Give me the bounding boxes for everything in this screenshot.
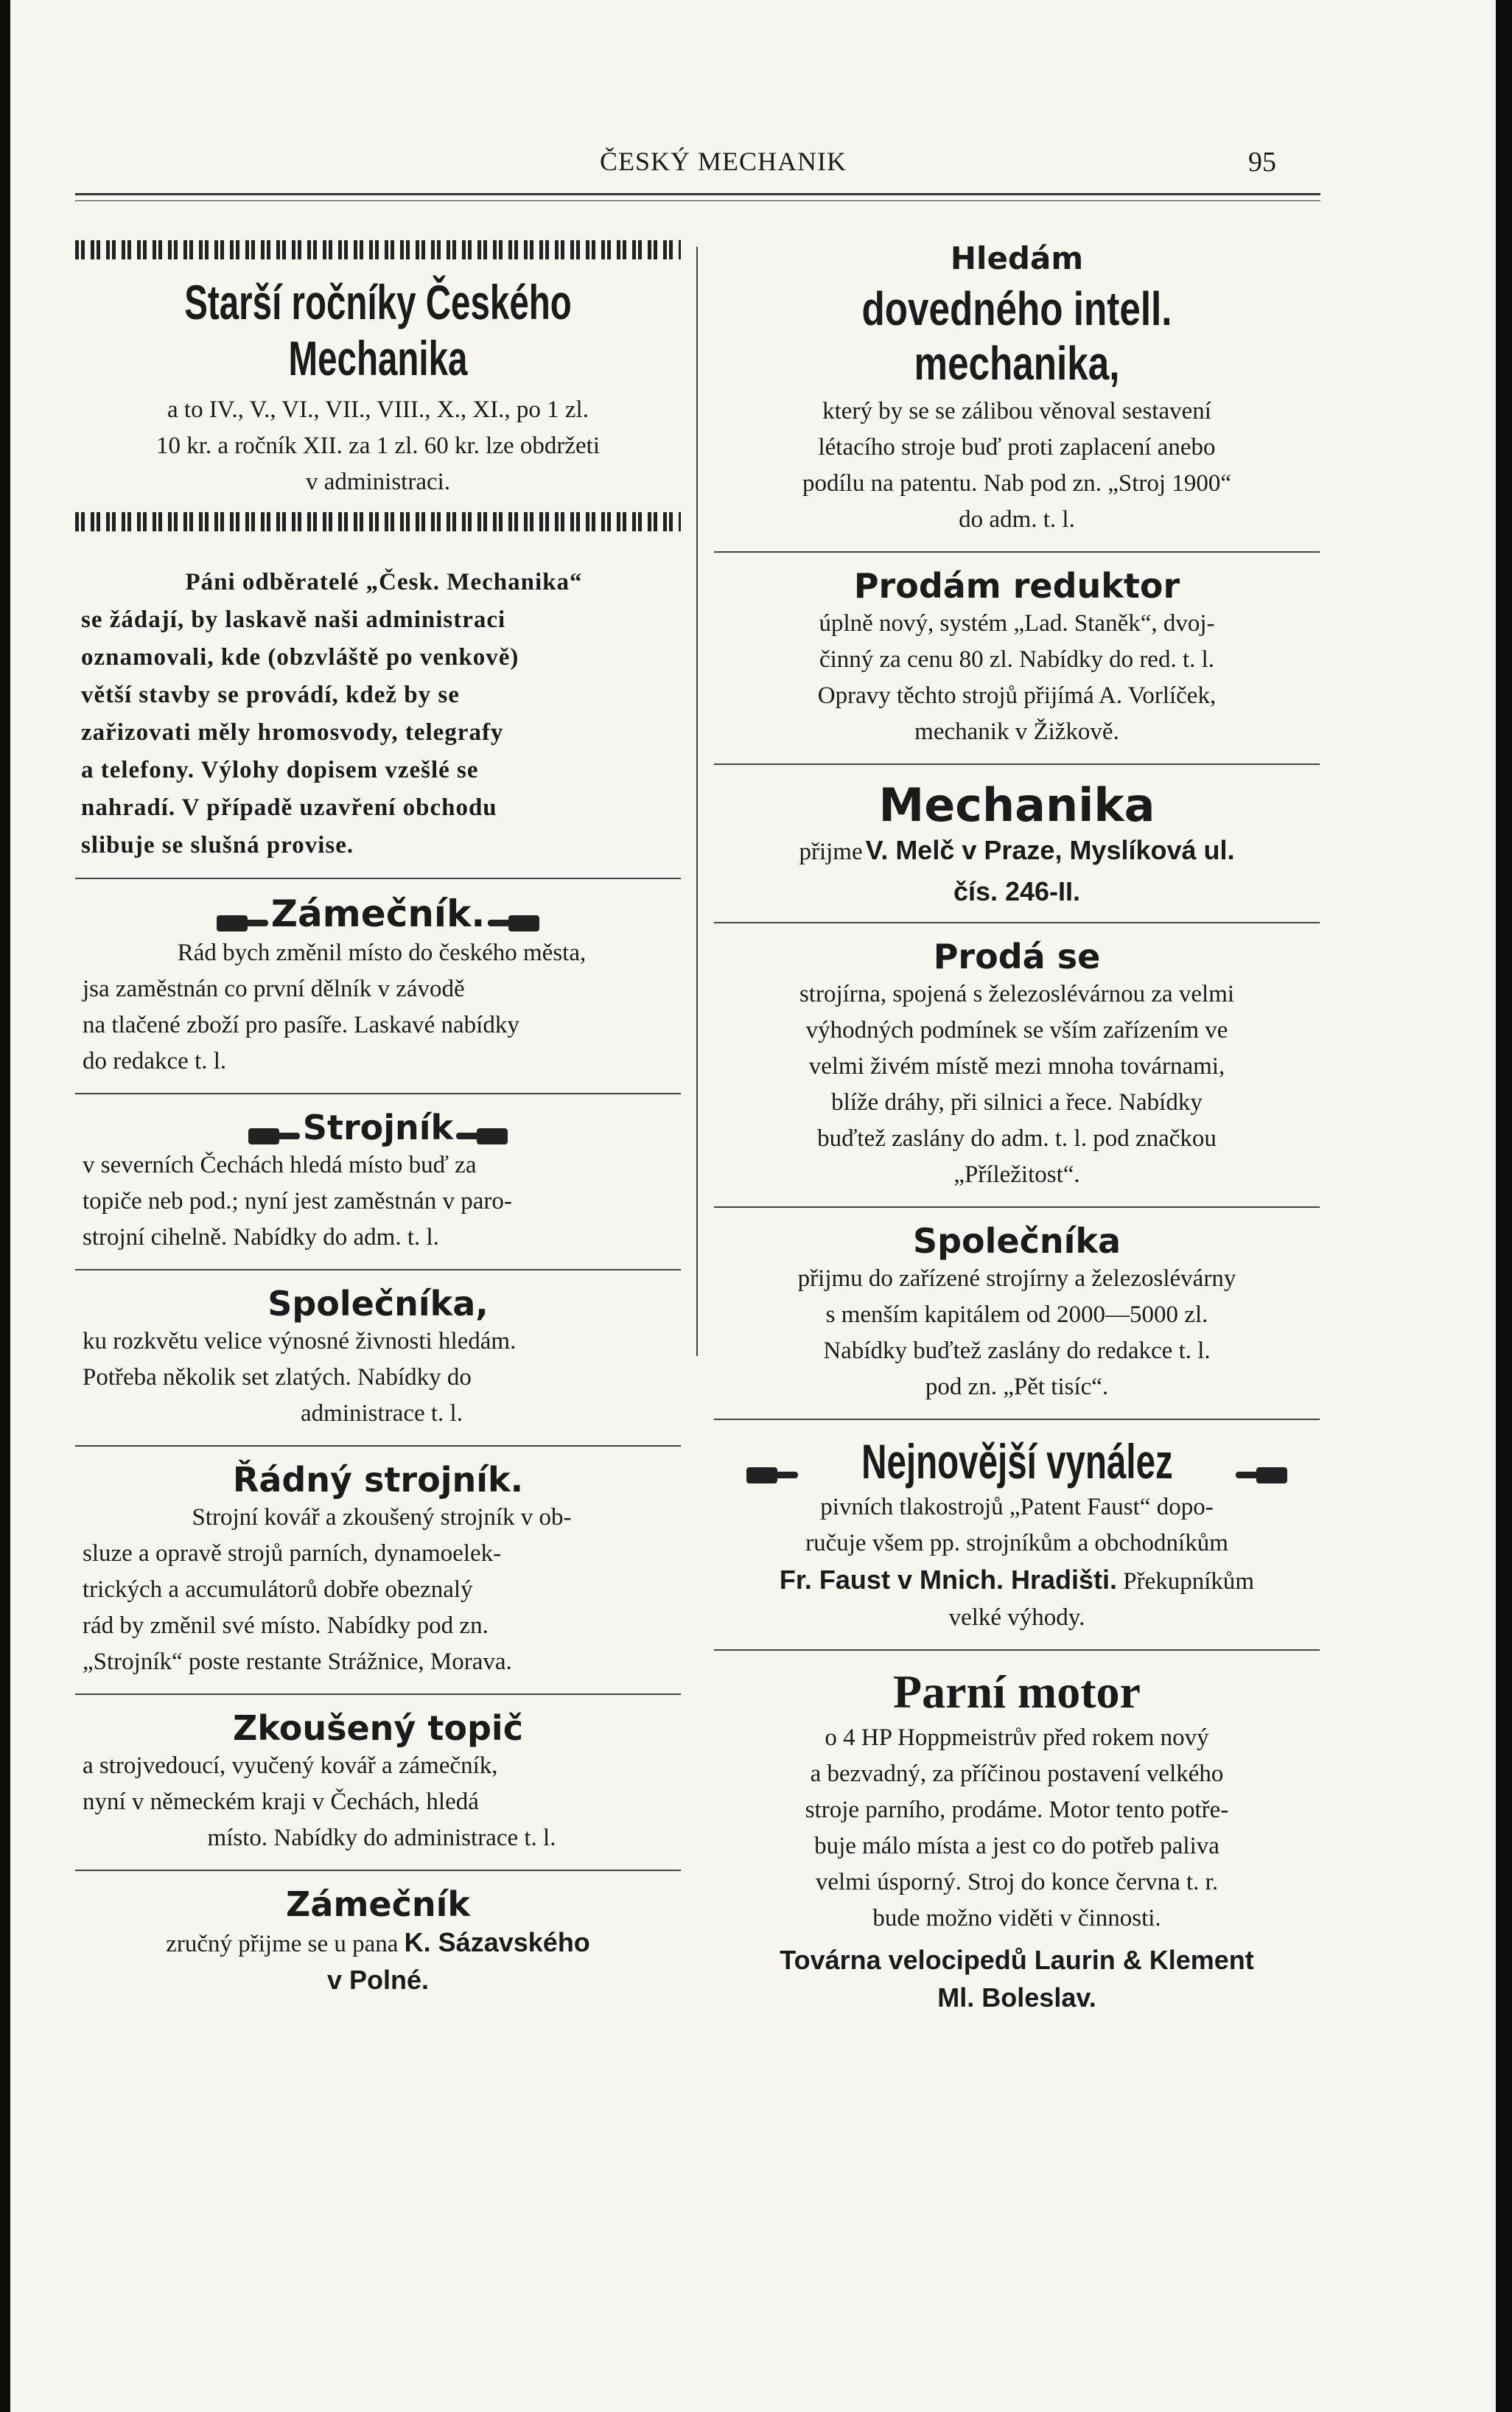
ad-line: blíže dráhy, při silnici a řece. Nabídky — [831, 1089, 1203, 1116]
separator — [714, 922, 1320, 923]
ad-locksmith-2 — [75, 1884, 681, 1998]
ad-line: slibuje se slušná provise. — [81, 832, 354, 859]
ad-line: velmi živém místě mezi mnoha továrnami, — [808, 1053, 1225, 1080]
ad-line: výhodných podmínek se vším zařízením ve — [805, 1017, 1228, 1044]
separator — [714, 1206, 1320, 1208]
ad-title: Řádný strojník. — [232, 1460, 524, 1500]
ad-line: ku rozkvětu velice výnosné živnosti hledám. — [83, 1328, 517, 1355]
ad-advertiser-place: Ml. Boleslav. — [937, 1982, 1096, 2013]
ad-title: Společníka, — [267, 1284, 489, 1324]
page — [10, 0, 1496, 2412]
page-number: 95 — [1248, 147, 1276, 178]
ad-title: Společníka — [912, 1221, 1121, 1261]
ad-line: přijmu do zařízené strojírny a železoslévárny — [797, 1265, 1236, 1292]
pointing-hand-icon — [456, 1125, 508, 1147]
ad-line: strojírna, spojená s železoslévárnou za velmi — [799, 981, 1235, 1007]
ad-seeking-mechanic — [714, 236, 1320, 538]
ad-line: Páni odběratelé „Česk. Mechanika“ — [185, 569, 583, 595]
ad-line: zručný přijme se u pana — [166, 1931, 399, 1958]
separator — [714, 763, 1320, 765]
ornament-top — [75, 240, 681, 259]
separator — [714, 1649, 1320, 1651]
ad-line: „Příležitost“. — [953, 1161, 1080, 1188]
header-rule-bottom — [75, 200, 1320, 201]
ad-line: a to IV., V., VI., VII., VIII., X., XI., po 1 zl. — [167, 396, 589, 423]
ad-line: Strojní kovář a zkoušený strojník v ob- — [192, 1504, 572, 1531]
separator — [714, 1419, 1320, 1420]
ad-machinist — [75, 1108, 681, 1256]
ad-advertiser-name: Fr. Faust v Mnich. Hradišti. — [779, 1565, 1117, 1595]
ad-line: který by se se zálibou věnoval sestavení — [822, 398, 1211, 424]
ad-line: Rád bych změnil místo do českého města, — [177, 940, 587, 966]
ad-line: do adm. t. l. — [959, 506, 1075, 533]
ad-line: trických a accumulátorů dobře obeznalý — [83, 1576, 473, 1604]
ad-line: o 4 HP Hoppmeistrův před rokem nový — [825, 1724, 1209, 1751]
ad-line: Potřeba několik set zlatých. Nabídky do — [83, 1364, 472, 1391]
ad-line: nahradí. V případě uzavření obchodu — [81, 794, 497, 821]
ad-line: strojní cihelně. Nabídky do adm. t. l. — [83, 1224, 439, 1251]
pointing-hand-icon — [1236, 1464, 1287, 1486]
ad-line: Nabídky buďtež zaslány do redakce t. l. — [823, 1338, 1211, 1364]
ad-line: topiče neb pod.; nyní jest zaměstnán v paro- — [83, 1188, 512, 1215]
ad-for-sale — [714, 937, 1320, 1193]
ad-advertiser-name: K. Sázavského — [404, 1927, 590, 1958]
pointing-hand-icon — [746, 1464, 798, 1486]
separator — [75, 878, 681, 879]
ad-line: se žádají, by laskavě naši administraci — [81, 607, 506, 633]
ad-line: jsa zaměstnán co první dělník v závodě — [83, 976, 465, 1002]
ad-line: nyní v německém kraji v Čechách, hledá — [83, 1789, 479, 1816]
ad-line: 10 kr. a ročník XII. za 1 zl. 60 kr. lze obdržeti — [155, 433, 601, 459]
running-title: ČESKÝ MECHANIK — [600, 147, 847, 176]
separator — [75, 1870, 681, 1871]
ad-line: a bezvadný, za příčinou postavení velkého — [810, 1761, 1224, 1787]
ad-partner-1 — [75, 1284, 681, 1432]
ad-line: oznamovali, kde (obzvláště po venkově) — [81, 644, 519, 671]
ad-line: bude možno viděti v činnosti. — [872, 1905, 1161, 1932]
ad-title: dovedného intell. mechanika, — [861, 282, 1172, 390]
right-column — [714, 236, 1320, 2016]
ad-line: na tlačené zboží pro pasíře. Laskavé nabídky — [83, 1012, 519, 1038]
ad-line: větší stavby se provádí, kdež by se — [81, 682, 460, 708]
ad-title: Mechanika — [878, 778, 1155, 832]
ad-line: mechanik v Žižkově. — [914, 719, 1119, 745]
ad-reducer — [714, 566, 1320, 750]
separator — [75, 1269, 681, 1270]
ad-line: buje málo místa a jest co do potřeb paliva — [814, 1833, 1219, 1859]
left-column — [75, 236, 681, 1998]
ad-line: administrace t. l. — [301, 1400, 463, 1427]
ad-title: Nejnovější vynález — [861, 1434, 1173, 1489]
ad-title: Zámečník. — [270, 892, 486, 935]
ad-advertiser-name: Továrna velocipedů Laurin & Klement — [780, 1945, 1254, 1975]
ad-subscribers — [75, 564, 687, 864]
ad-title: Strojník — [302, 1108, 454, 1147]
ad-stoker — [75, 1708, 681, 1856]
ad-line: buďtež zaslány do adm. t. l. pod značkou — [817, 1125, 1217, 1152]
separator — [75, 1693, 681, 1695]
ad-line: ručuje všem pp. strojníkům a obchodníkům — [805, 1530, 1228, 1556]
ad-title: Starší ročníky Českého Mechanika — [184, 275, 572, 385]
ad-line: pivních tlakostrojů „Patent Faust“ dopo- — [820, 1494, 1214, 1520]
ad-invention — [714, 1433, 1320, 1636]
ad-line: Překupníkům — [1123, 1568, 1255, 1595]
ad-line: „Strojník“ poste restante Strážnice, Morava. — [83, 1649, 512, 1676]
ad-old-volumes — [75, 240, 681, 531]
ad-line: a telefony. Výlohy dopisem vzešlé se — [81, 757, 479, 783]
ad-line: v administraci. — [305, 469, 451, 495]
ad-title: Prodám reduktor — [853, 566, 1180, 606]
column-divider — [696, 247, 698, 1356]
ad-advertiser-address: čís. 246-II. — [953, 876, 1081, 906]
ad-title: Parní motor — [893, 1665, 1141, 1718]
ad-line: přijme — [799, 839, 863, 865]
ornament-bottom — [75, 512, 681, 531]
ad-locksmith-1 — [75, 892, 681, 1080]
ad-machinist-2 — [75, 1460, 681, 1680]
ad-advertiser-name: V. Melč v Praze, Myslíková ul. — [865, 835, 1235, 865]
separator — [75, 1093, 681, 1094]
ad-line: rád by změnil své místo. Nabídky pod zn. — [83, 1612, 489, 1640]
pointing-hand-icon — [217, 912, 268, 934]
ad-title: Prodá se — [933, 937, 1101, 976]
ad-line: do redakce t. l. — [83, 1048, 227, 1074]
header-rule-top — [75, 193, 1320, 195]
ad-line: zařizovati měly hromosvody, telegrafy — [81, 719, 504, 746]
pointing-hand-icon — [248, 1125, 300, 1147]
ad-kicker: Hledám — [950, 240, 1084, 276]
ad-line: sluze a opravě strojů parních, dynamoelek- — [83, 1540, 502, 1567]
ad-line: podílu na patentu. Nab pod zn. „Stroj 1900“ — [802, 470, 1231, 497]
ad-line: úplně nový, systém „Lad. Staněk“, dvoj- — [819, 610, 1215, 637]
ad-line: a strojvedoucí, vyučený kovář a zámečník, — [83, 1752, 498, 1780]
ad-advertiser-place: v Polné. — [326, 1965, 430, 1996]
ad-line: Opravy těchto strojů přijímá A. Vorlíček, — [817, 682, 1217, 709]
ad-title: Zámečník — [286, 1884, 470, 1925]
separator — [75, 1445, 681, 1447]
separator — [714, 551, 1320, 553]
ad-line: velmi úsporný. Stroj do konce června t. r. — [815, 1869, 1219, 1895]
ad-line: s menším kapitálem od 2000—5000 zl. — [825, 1301, 1208, 1328]
ad-mechanic-wanted — [714, 778, 1320, 909]
ad-line: pod zn. „Pět tisíc“. — [925, 1374, 1109, 1400]
pointing-hand-icon — [488, 912, 539, 934]
ad-line: velké výhody. — [948, 1604, 1085, 1631]
ad-line: létacího stroje buď proti zaplacení anebo — [818, 434, 1216, 461]
ad-line: v severních Čechách hledá místo buď za — [83, 1152, 477, 1179]
ad-line: činný za cenu 80 zl. Nabídky do red. t. l. — [819, 646, 1215, 673]
ad-partner-2 — [714, 1221, 1320, 1405]
page-header — [84, 146, 1322, 183]
ad-steam-engine — [714, 1664, 1320, 2016]
ad-title: Zkoušený topič — [233, 1708, 523, 1749]
ad-line: místo. Nabídky do administrace t. l. — [207, 1825, 556, 1852]
ad-line: stroje parního, prodáme. Motor tento potře- — [805, 1797, 1229, 1823]
